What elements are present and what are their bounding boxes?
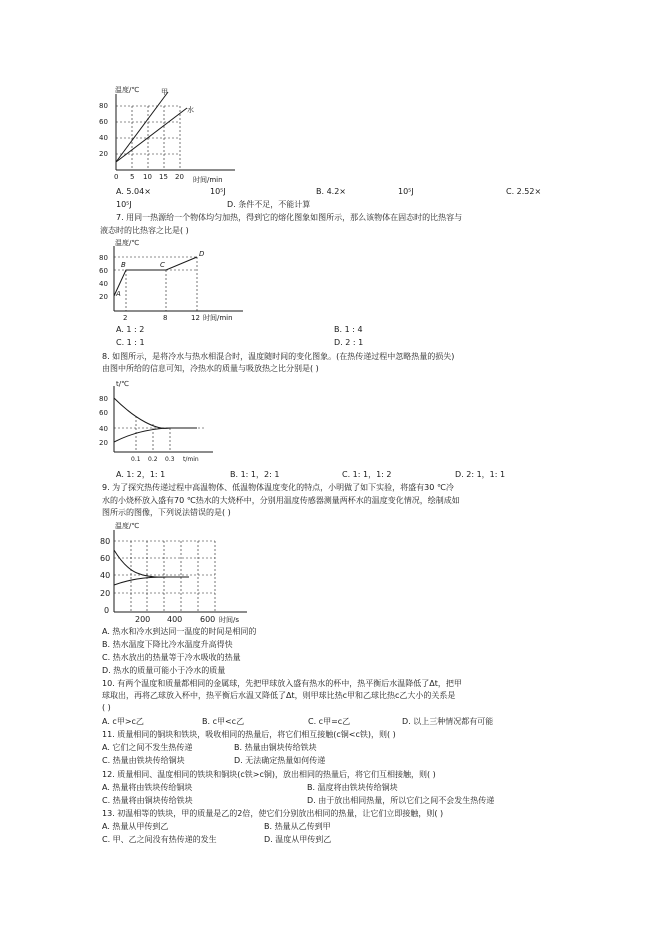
- q9-stem-line-3: 图所示的图像，下列说法错误的是( ): [102, 508, 231, 517]
- q9-option-c[interactable]: C. 热水放出的热量等于冷水吸收的热量: [102, 653, 241, 662]
- point-label-d: D: [199, 250, 205, 258]
- q6-option-c-exponent: 10⁵J: [116, 200, 132, 209]
- y-axis-label: 温度/℃: [115, 522, 140, 530]
- q7-option-a[interactable]: A. 1 : 2: [116, 325, 145, 334]
- q11-option-a[interactable]: A. 它们之间不发生热传递: [102, 743, 193, 752]
- series-line-cold: [114, 428, 197, 442]
- q13-option-a[interactable]: A. 热量从甲传到乙: [102, 822, 169, 831]
- q7-stem-line-2: 液态时的比热容之比是( ): [100, 226, 189, 235]
- q9-option-a[interactable]: A. 热水和冷水到达同一温度的时间是相同的: [102, 627, 257, 636]
- q11-option-c[interactable]: C. 热量由铁块传给铜块: [102, 756, 185, 765]
- q6-option-c[interactable]: C. 2.52×: [506, 187, 542, 196]
- q10-option-c[interactable]: C. c甲=c乙: [308, 717, 351, 726]
- x-axis-label: 时间/min: [203, 314, 233, 322]
- q7-stem-line-1: 7. 用同一热源给一个物体均匀加热，得到它的熔化图象如图所示，那么该物体在固态时的比热容与: [116, 213, 463, 222]
- q9-stem-line-1: 9. 为了探究热传递过程中高温物体、低温物体温度变化的特点，小明做了如下实验，将盛有30 ℃冷: [102, 483, 454, 492]
- y-tick-label: 80: [99, 102, 108, 110]
- q9-option-b[interactable]: B. 热水温度下降比冷水温度升高得快: [102, 640, 233, 649]
- x-tick-label: 10: [143, 173, 152, 181]
- grid: [114, 541, 215, 612]
- x-tick-label: 0.2: [148, 456, 158, 463]
- q11-option-b[interactable]: B. 热量由铜块传给铁块: [234, 743, 317, 752]
- point-label-c: C: [160, 261, 165, 269]
- y-axis-label: t/℃: [116, 380, 129, 388]
- x-tick-label: 15: [159, 173, 168, 181]
- series-line: [114, 257, 197, 296]
- q12-option-b[interactable]: B. 温度将由铁块传给铜块: [307, 783, 398, 792]
- x-tick-label: 8: [163, 314, 168, 322]
- y-tick-label: 60: [99, 409, 108, 417]
- q10-stem-line-2: 球取出，再将乙球放入杯中，热平衡后水温又降低了Δt，则甲球比热c甲和乙球比热c乙大小的关系是: [102, 691, 456, 700]
- y-tick-label: 40: [99, 134, 108, 142]
- y-tick-label: 60: [100, 554, 111, 563]
- x-axis-label: 时间/s: [219, 616, 240, 624]
- point-label-b: B: [121, 261, 126, 269]
- q9-stem-line-2: 水的小烧杯放入盛有70 ℃热水的大烧杯中，分别用温度传感器测量两杯水的温度变化情况，绘制成如: [102, 496, 460, 505]
- y-tick-label: 40: [99, 280, 108, 288]
- y-tick-label: 80: [100, 537, 111, 546]
- x-axis-label: t/min: [183, 456, 199, 463]
- q8-stem-line-1: 8. 如图所示，是将冷水与热水相混合时，温度随时间的变化图象。(在热传递过程中忽略热量的损失): [102, 352, 455, 361]
- q10-option-d[interactable]: D. 以上三种情况都有可能: [402, 717, 494, 726]
- q7-option-c[interactable]: C. 1 : 1: [116, 338, 145, 347]
- q12-option-d[interactable]: D. 由于放出相同热量，所以它们之间不会发生热传递: [307, 796, 495, 805]
- series-line-hot: [114, 550, 189, 577]
- y-tick-label: 80: [99, 254, 108, 262]
- x-tick-label: 5: [130, 173, 135, 181]
- series-line-jia: [116, 92, 168, 162]
- q12-option-a[interactable]: A. 热量将由铁块传给铜块: [102, 783, 193, 792]
- series-line-hot: [114, 398, 197, 428]
- q8-option-d[interactable]: D. 2: 1，1: 1: [455, 470, 506, 479]
- q6-option-d[interactable]: D. 条件不足，不能计算: [227, 200, 311, 209]
- q13-stem-line-1: 13. 初温相等的铁块，甲的质量是乙的2倍，使它们分别放出相同的热量，让它们立即接触，则( ): [102, 809, 444, 818]
- y-tick-label: 20: [99, 439, 108, 447]
- q8-stem-line-2: 由图中所给的信息可知，冷热水的质量与吸放热之比分别是( ): [102, 364, 319, 373]
- series-label-water: 水: [187, 106, 194, 114]
- y-tick-label: 40: [100, 571, 111, 580]
- q13-option-c[interactable]: C. 甲、乙之间没有热传递的发生: [102, 835, 217, 844]
- q13-option-b[interactable]: B. 热量从乙传到甲: [264, 822, 331, 831]
- x-tick-label: 0: [114, 173, 119, 181]
- q10-stem-line-1: 10. 有两个温度和质量都相同的金属球，先把甲球放入盛有热水的杯中，热平衡后水温降低了Δt，把甲: [102, 679, 462, 688]
- y-tick-label: 20: [99, 150, 108, 158]
- x-tick-label: 2: [123, 314, 128, 322]
- q11-option-d[interactable]: D. 无法确定热量如何传递: [234, 756, 326, 765]
- chart-temperature-time-1: [95, 82, 255, 188]
- q6-option-b[interactable]: B. 4.2×: [316, 187, 346, 196]
- q8-option-b[interactable]: B. 1: 1，2: 1: [230, 470, 280, 479]
- q9-option-d[interactable]: D. 热水的质量可能小于冷水的质量: [102, 666, 226, 675]
- y-tick-label: 0: [104, 606, 110, 615]
- y-axis-label: 温度/℃: [115, 239, 140, 247]
- point-label-a: A: [116, 290, 121, 298]
- chart-mixing-curve: [95, 376, 235, 468]
- y-tick-label: 20: [99, 293, 108, 301]
- q8-option-c[interactable]: C. 1: 1，1: 2: [342, 470, 392, 479]
- series-label-jia: 甲: [161, 88, 168, 96]
- q10-option-a[interactable]: A. c甲>c乙: [102, 717, 144, 726]
- q7-option-b[interactable]: B. 1 : 4: [334, 325, 363, 334]
- q6-option-a[interactable]: A. 5.04×: [116, 187, 151, 196]
- y-tick-label: 80: [99, 395, 108, 403]
- q6-option-b-exponent: 10⁵J: [398, 187, 414, 196]
- q10-option-b[interactable]: B. c甲<c乙: [202, 717, 245, 726]
- chart-sensor-curve: [97, 518, 267, 628]
- q6-option-a-exponent: 10⁵J: [210, 187, 226, 196]
- q11-stem-line-1: 11. 质量相同的铜块和铁块，吸收相同的热量后，将它们相互接触(c铜<c铁)，则( ): [102, 730, 396, 739]
- q12-option-c[interactable]: C. 热量将由铜块传给铁块: [102, 796, 193, 805]
- x-tick-label: 12: [191, 314, 200, 322]
- q10-stem-line-3: ( ): [102, 703, 111, 712]
- q12-stem-line-1: 12. 质量相同、温度相同的铁块和铜块(c铁>c铜)，放出相同的热量后，将它们互相接触，则( ): [102, 770, 436, 779]
- y-axis-label: 温度/℃: [115, 86, 140, 94]
- q8-option-a[interactable]: A. 1: 2，1: 1: [116, 470, 166, 479]
- x-tick-label: 400: [167, 615, 183, 624]
- y-tick-label: 40: [99, 425, 108, 433]
- y-tick-label: 20: [100, 589, 111, 598]
- series-line-cold: [114, 577, 189, 585]
- y-tick-label: 60: [99, 118, 108, 126]
- q13-option-d[interactable]: D. 温度从甲传到乙: [264, 835, 332, 844]
- y-tick-label: 60: [99, 267, 108, 275]
- x-tick-label: 600: [200, 615, 216, 624]
- x-tick-label: 200: [135, 615, 151, 624]
- chart-melting-curve: [95, 236, 255, 328]
- x-tick-label: 0.3: [165, 456, 175, 463]
- q7-option-d[interactable]: D. 2 : 1: [334, 338, 364, 347]
- x-tick-label: 0.1: [131, 456, 141, 463]
- x-tick-label: 20: [175, 173, 184, 181]
- x-axis-label: 时间/min: [193, 176, 223, 184]
